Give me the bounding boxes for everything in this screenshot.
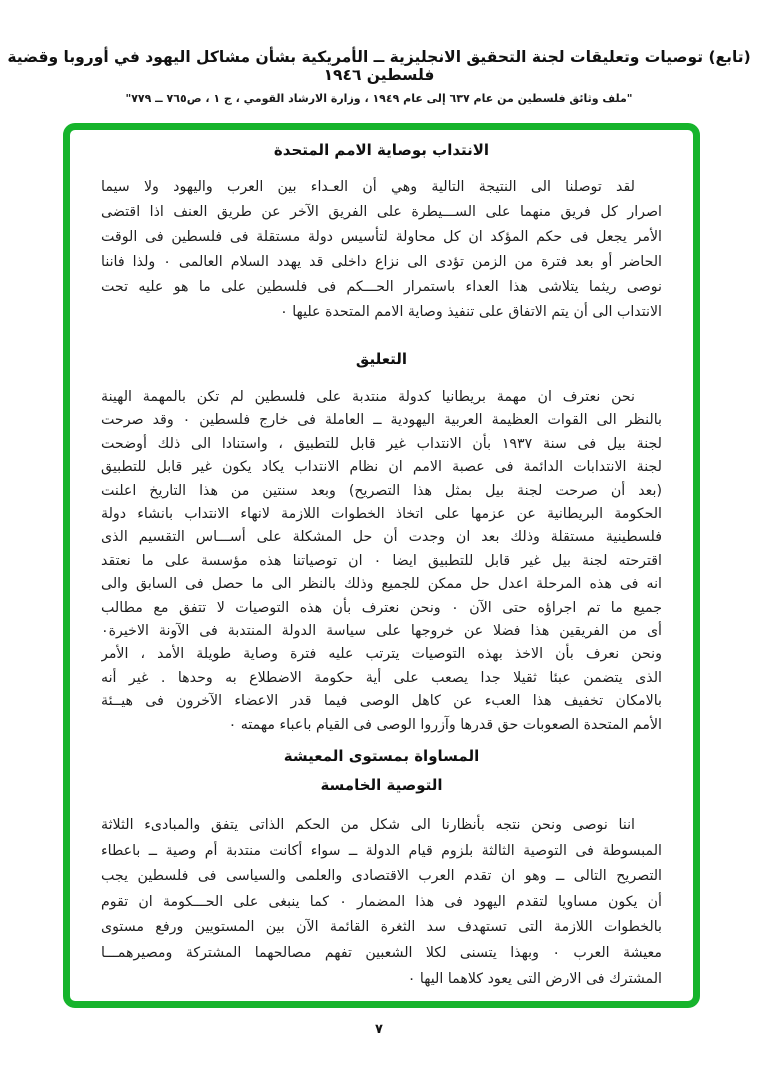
text-line: أى من الفريقين هذا فضلا عن خروجها على سياسة الدولة المنتدبة فى الآونة الاخيرة٠: [101, 623, 662, 640]
text-line: معيشة العرب ٠ وبهذا يتسنى لكلا الشعبين تفهم مصالحهما المشتركة ومصيرهمـــا: [101, 945, 662, 962]
text-line: بالنظر الى القوات العظيمة العربية اليهودية ــ العاملة فى خارج فلسطين ٠ وقد صرحت: [101, 412, 662, 429]
text-line: لجنة بيل فى سنة ١٩٣٧ بأن الانتداب غير قابل للتطبيق ، واستنادا الى ذلك أوضحت: [101, 435, 662, 452]
text-line: لجنة الانتدابات الدائمة فى عصبة الامم ان نظام الانتداب يكاد يكون غير قابل للتطبيق: [101, 459, 662, 476]
paragraph-fifth-recommendation: [101, 813, 662, 992]
text-line: نوصى ريثما يتلاشى هذا العداء باستمرار الحـــكم فى فلسطين على ما هو عليه تحت: [101, 279, 662, 295]
text-line: نحن نعترف ان مهمة بريطانيا كدولة منتدبة على فلسطين لم تكن بالمهمة الهينة: [101, 389, 635, 405]
paragraph-mandate: [101, 175, 662, 325]
text-line: الحاضر أو بعد فترة من الزمن تؤدى الى نزاع داخلى قد يهدد السلام العالمى ٠ ولذا فاننا: [101, 254, 662, 270]
section-heading-mandate-un-trusteeship: الانتداب بوصاية الامم المتحدة: [273, 141, 490, 159]
page-number: ٧: [375, 1022, 383, 1037]
text-line: اننا نوصى ونحن نتجه بأنظارنا الى شكل من الحكم الذاتى يتفق والمبادىء الثلاثة: [101, 817, 635, 834]
section-heading-equality-living-standard: المساواة بمستوى المعيشة: [283, 747, 480, 766]
text-line: الأمم المتحدة الصعوبات حق قدرها وآزروا الوصى فى القيام باعباء مهمته ٠: [228, 716, 662, 733]
text-line: ونحن نعرف بأن الاخذ بهذه التوصيات يترتب عليه فترة وصاية طويلة الأمد ، الأمر: [101, 646, 662, 663]
text-line: اقترحته لجنة بيل غير قابل للتطبيق ايضا ٠ ان توصياتنا هذه مؤسسة على ما نعتقد: [101, 552, 662, 569]
page-header: [0, 48, 758, 105]
text-line: الانتداب الى أن يتم الاتفاق على تنفيذ وصاية الامم المتحدة عليها ٠: [280, 304, 662, 320]
paragraph-comment: [101, 386, 662, 737]
text-line: الذى يتضمن عبئا ثقيلا جدا يصعب على أية حكومة الاضطلاع به وحدها . غير أنه: [101, 669, 662, 686]
document-citation-title: (تابع) توصيات وتعليقات لجنة التحقيق الانجليزية ــ الأمريكية بشأن مشاكل اليهود في أوروبا وقضية فلسطين ١٩٤٦: [7, 48, 751, 84]
section-heading-fifth-recommendation: التوصية الخامسة: [320, 776, 443, 795]
text-line: التصريح التالى ــ وهو ان تقدم العرب الاقتصادى والعلمى والسياسى فى فلسطين يجب: [101, 868, 662, 885]
text-line: فلسطينية مستقلة وذلك بعد ان وجدت أن حل المشكلة على أســـاس التقسيم الذى: [101, 529, 662, 546]
text-line: الحكومة البريطانية عن عزمها على اتخاذ الخطوات اللازمة لانهاء الانتداب بانشاء دولة: [101, 506, 662, 523]
text-line: انه فى هذه المرحلة اعدل حل ممكن للجميع وذلك بالنظر الى ما حصل فى السابق والى: [101, 576, 662, 593]
text-line: (بعد أن صرحت لجنة بيل بمثل هذا التصريح) وبعد سنتين من هذا التاريخ اعلنت: [101, 482, 662, 499]
section-heading-comment: التعليق: [355, 350, 408, 368]
text-line: المبسوطة فى التوصية الثالثة بلزوم قيام الدولة ــ سواء أكانت منتدبة أم وصية ــ باعطاء: [101, 842, 662, 859]
text-line: المشترك فى الارض التى يعود كلاهما اليها ٠: [407, 970, 662, 987]
text-line: اصرار كل فريق منهما على الســـيطرة على الفريق الآخر عن طريق العنف اذا اقتضى: [101, 204, 662, 220]
text-line: الأمر يجعل فى حكم المؤكد ان كل محاولة لتأسيس دولة مستقلة فى فلسطين فى الوقت: [101, 229, 662, 245]
document-body: [70, 130, 693, 1001]
document-citation-source: "ملف وثائق فلسطين من عام ٦٣٧ إلى عام ١٩٤٩ ، وزارة الارشاد القومي ، ج ١ ، ص٧٦٥ ــ ٧٧٩": [125, 92, 633, 105]
text-line: أن يكون مساويا لتقدم اليهود فى هذا المضمار ٠ كما ينبغى على الحـــكومة ان تقوم: [101, 893, 662, 910]
text-line: بالخطوات اللازمة التى تستهدف سد الثغرة القائمة الآن بين المستويين ورفع مستوى: [101, 919, 662, 936]
text-line: جميع ما تم اجراؤه حتى الآن ٠ ونحن نعترف بأن هذه التوصيات لا تتفق مع مطالب: [101, 599, 662, 616]
text-line: بالامكان تخفيف هذا العبء عن كاهل الوصى فيما قدر الاعضاء الآخرون فى هيــئة: [101, 693, 662, 710]
text-line: لقد توصلنا الى النتيجة التالية وهي أن العـداء بين العرب واليهود ولا سيما: [101, 179, 635, 195]
